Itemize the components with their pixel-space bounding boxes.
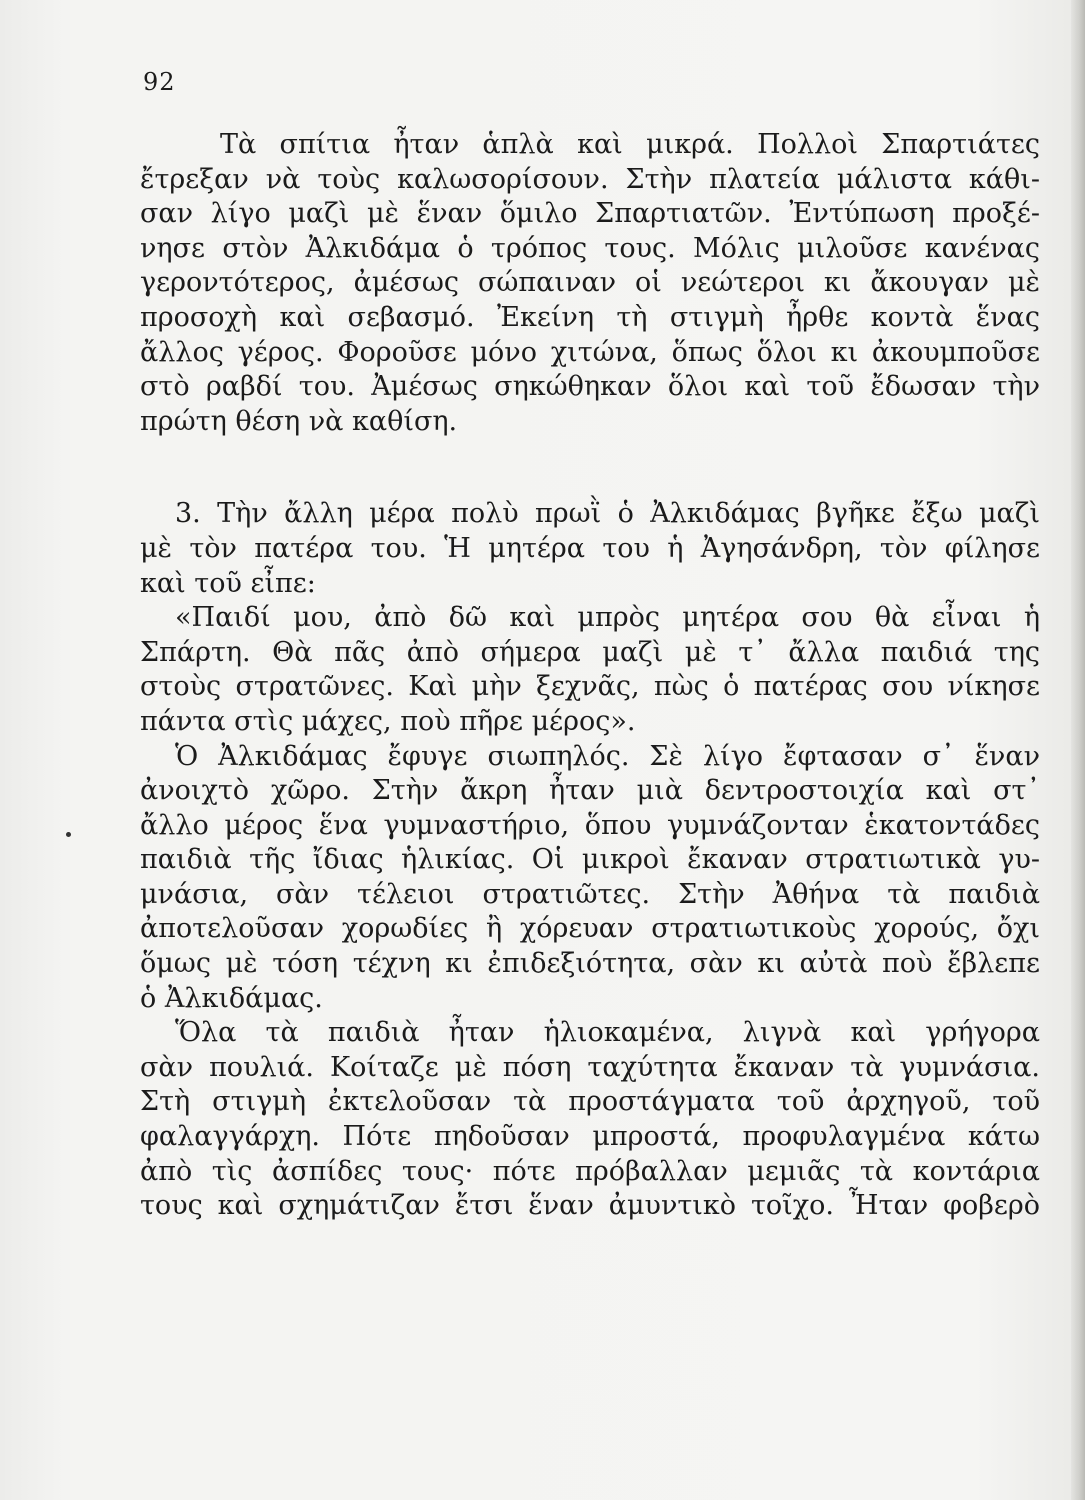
text-line: ἔτρεξαν νὰ τοὺς καλωσορίσουν. Στὴν πλατεία μάλιστα κάθι- [140, 163, 1040, 195]
text-line: μὲ τὸν πατέρα του. Ἡ μητέρα του ἡ Ἀγησάνδρη, τὸν φίλησε [140, 532, 1040, 564]
text-line: ὅμως μὲ τόση τέχνη κι ἐπιδεξιότητα, σὰν κι αὐτὰ ποὺ ἔβλεπε [140, 948, 1040, 980]
text-line: ἀποτελοῦσαν χορωδίες ἢ χόρευαν στρατιωτικοὺς χορούς, ὄχι [140, 913, 1040, 945]
ink-speck [66, 832, 71, 837]
text-line: Τὰ σπίτια ἦταν ἁπλὰ καὶ μικρά. Πολλοὶ Σπαρτιάτες [220, 129, 1040, 160]
paragraph-1 [140, 128, 1040, 439]
text-line: σὰν πουλιά. Κοίταζε μὲ πόση ταχύτητα ἔκαναν τὰ γυμνάσια. [140, 1051, 1040, 1083]
section-gap [140, 439, 1040, 497]
text-line: ἀπὸ τὶς ἀσπίδες τους· πότε πρόβαλλαν μεμιᾶς τὰ κοντάρια [140, 1155, 1040, 1187]
text-line: νησε στὸν Ἀλκιδάμα ὁ τρόπος τους. Μόλις μιλοῦσε κανένας [140, 232, 1040, 264]
text-line: ἄλλος γέρος. Φοροῦσε μόνο χιτώνα, ὅπως ὅλοι κι ἀκουμποῦσε [140, 336, 1040, 368]
page-edge-shadow [1071, 0, 1085, 1500]
paragraph-3 [140, 601, 1040, 739]
paragraph-4 [140, 740, 1040, 1017]
text-line: Ὅλα τὰ παιδιὰ ἦταν ἡλιοκαμένα, λιγνὰ καὶ γρήγορα [175, 1017, 1040, 1049]
text-line: σαν λίγο μαζὶ μὲ ἕναν ὅμιλο Σπαρτιατῶν. Ἐντύπωση προξέ- [140, 198, 1040, 230]
text-line: προσοχὴ καὶ σεβασμό. Ἐκείνη τὴ στιγμὴ ἦρθε κοντὰ ἕνας [140, 301, 1040, 333]
text-line: γεροντότερος, ἀμέσως σώπαιναν οἱ νεώτεροι κι ἄκουγαν μὲ [140, 267, 1040, 299]
text-line: τους καὶ σχημάτιζαν ἔτσι ἕναν ἀμυντικὸ τοῖχο. Ἦταν φοβερὸ [140, 1190, 1040, 1222]
text-line: πρώτη θέση νὰ καθίση. [140, 405, 458, 437]
text-line: ἀνοιχτὸ χῶρο. Στὴν ἄκρη ἦταν μιὰ δεντροστοιχία καὶ στ᾿ [140, 775, 1040, 807]
text-line: παιδιὰ τῆς ἴδιας ἡλικίας. Οἱ μικροὶ ἔκαναν στρατιωτικὰ γυ- [140, 844, 1040, 876]
paragraph-5 [140, 1016, 1040, 1224]
text-line: Στὴ στιγμὴ ἐκτελοῦσαν τὰ προστάγματα τοῦ ἀρχηγοῦ, τοῦ [140, 1086, 1040, 1118]
text-line: καὶ τοῦ εἶπε: [140, 567, 316, 599]
text-line: πάντα στὶς μάχες, ποὺ πῆρε μέρος». [140, 705, 636, 737]
text-line: ὁ Ἀλκιδάμας. [140, 982, 323, 1014]
body-text [140, 128, 1040, 1224]
text-line: μνάσια, σὰν τέλειοι στρατιῶτες. Στὴν Ἀθήνα τὰ παιδιὰ [140, 878, 1040, 910]
text-line: 3. Τὴν ἄλλη μέρα πολὺ πρωῒ ὁ Ἀλκιδάμας βγῆκε ἔξω μαζὶ [175, 498, 1040, 530]
text-line: «Παιδί μου, ἀπὸ δῶ καὶ μπρὸς μητέρα σου θὰ εἶναι ἡ [175, 602, 1040, 634]
paragraph-2 [140, 497, 1040, 601]
text-line: Σπάρτη. Θὰ πᾶς ἀπὸ σήμερα μαζὶ μὲ τ᾿ ἄλλα παιδιά της [140, 636, 1040, 668]
text-line: φαλαγγάρχη. Πότε πηδοῦσαν μπροστά, προφυλαγμένα κάτω [140, 1121, 1040, 1153]
text-line: στὸ ραβδί του. Ἀμέσως σηκώθηκαν ὅλοι καὶ τοῦ ἔδωσαν τὴν [140, 371, 1040, 403]
text-line: στοὺς στρατῶνες. Καὶ μὴν ξεχνᾶς, πὼς ὁ πατέρας σου νίκησε [140, 671, 1040, 703]
page-number: 92 [143, 68, 176, 96]
text-line: ἄλλο μέρος ἕνα γυμναστήριο, ὅπου γυμνάζονταν ἑκατοντάδες [140, 809, 1040, 841]
text-line: Ὁ Ἀλκιδάμας ἔφυγε σιωπηλός. Σὲ λίγο ἔφτασαν σ᾿ ἕναν [175, 740, 1040, 772]
